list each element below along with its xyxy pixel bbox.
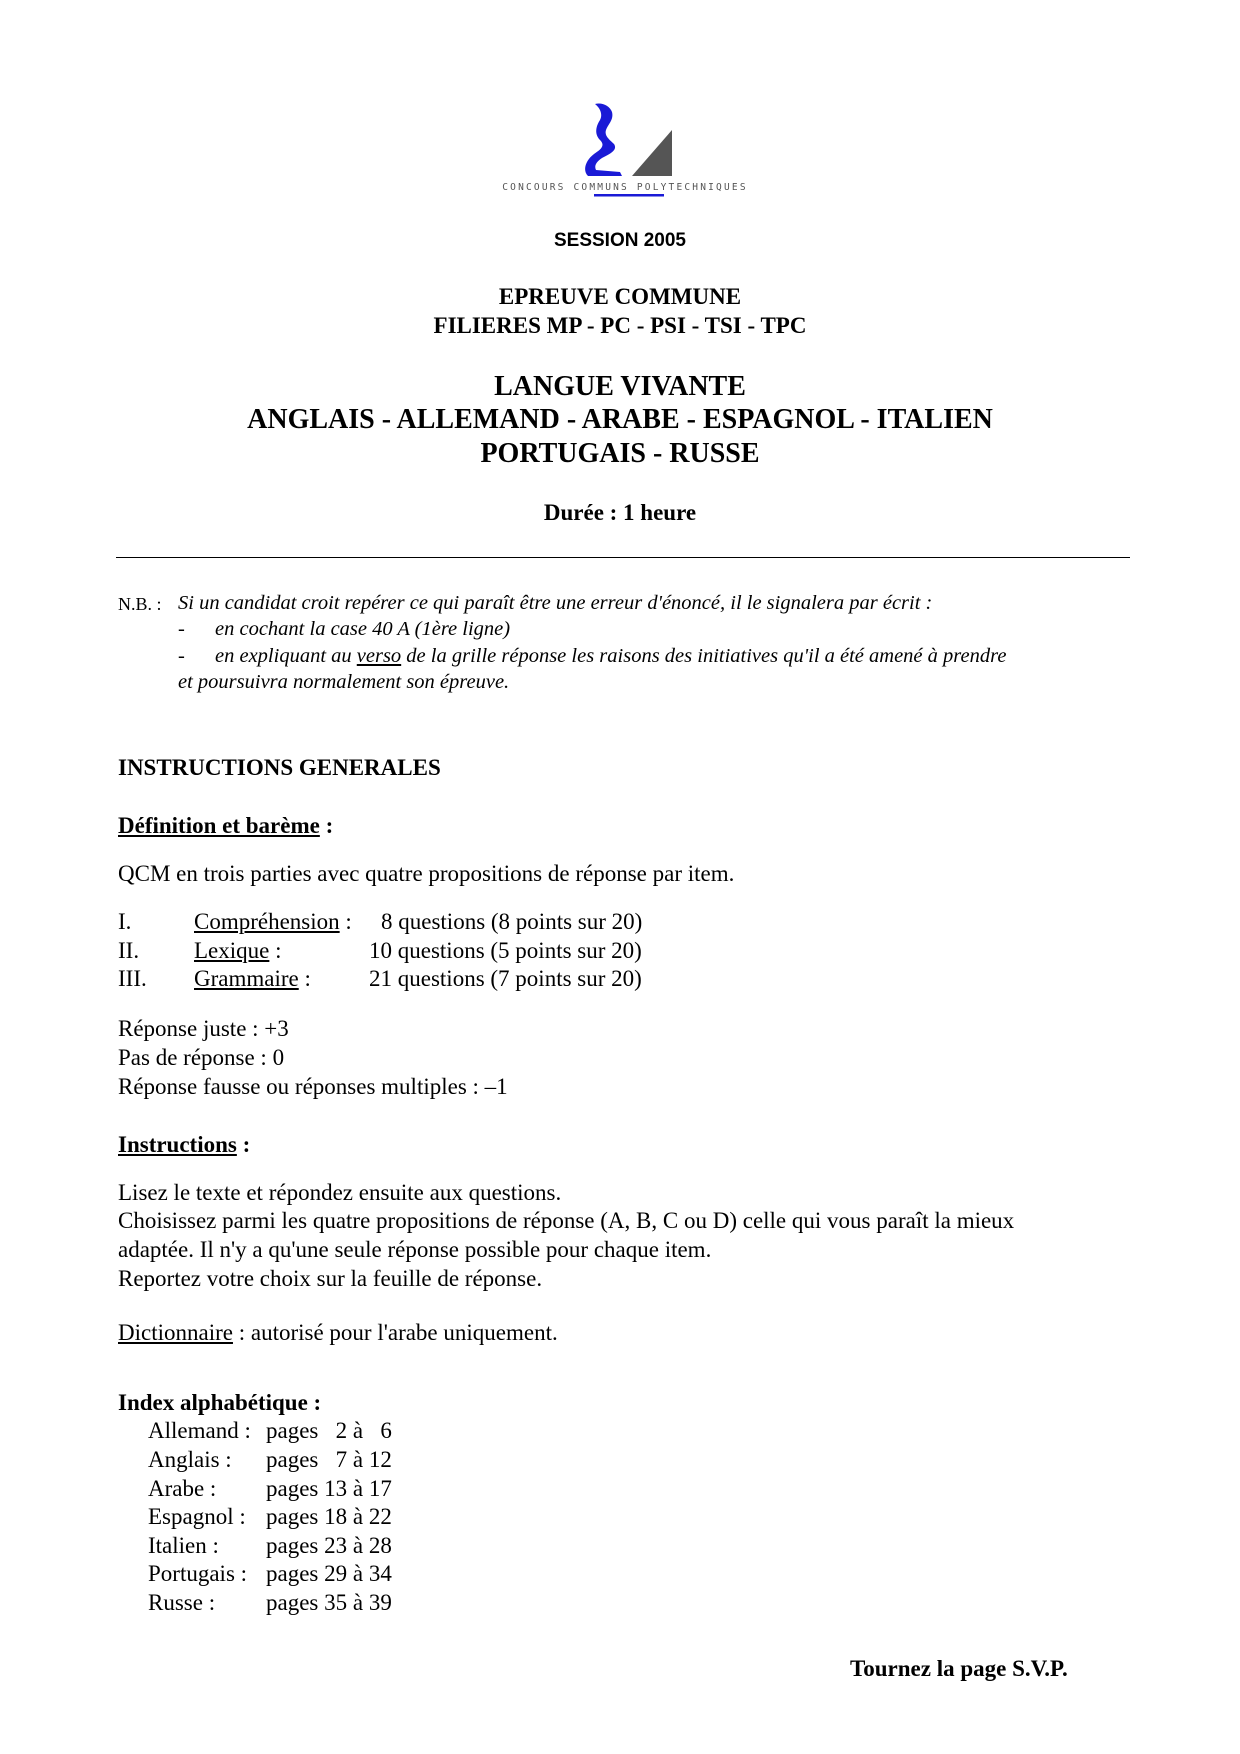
part-number: I.	[118, 909, 132, 934]
instructions-heading-text: Instructions	[118, 1132, 237, 1157]
header-divider	[116, 557, 1130, 558]
index-pages: pages 29 à 34	[266, 1561, 392, 1586]
part-name-text: Grammaire	[194, 966, 299, 991]
nb-dash: -	[178, 645, 185, 667]
qcm-description: QCM en trois parties avec quatre propositions de réponse par item.	[118, 861, 735, 886]
filieres-label: FILIERES MP - PC - PSI - TSI - TPC	[433, 313, 807, 338]
index-language: Russe :	[148, 1590, 216, 1615]
instruction-line: adaptée. Il n'y a qu'une seule réponse possible pour chaque item.	[118, 1237, 712, 1262]
turn-page-note: Tournez la page S.V.P.	[850, 1656, 1068, 1681]
instruction-line: Lisez le texte et répondez ensuite aux questions.	[118, 1180, 562, 1205]
dictionary-note	[118, 1320, 558, 1346]
languages-line-1: ANGLAIS - ALLEMAND - ARABE - ESPAGNOL - ITALIEN	[247, 404, 993, 435]
index-language: Espagnol :	[148, 1504, 246, 1529]
scoring-line: Pas de réponse : 0	[118, 1045, 285, 1070]
instruction-line: Reportez votre choix sur la feuille de réponse.	[118, 1266, 543, 1291]
scoring-line: Réponse juste : +3	[118, 1016, 289, 1041]
index-language: Italien :	[148, 1533, 219, 1558]
nb-item-2	[215, 645, 1006, 668]
index-pages: pages 7 à 12	[266, 1447, 392, 1472]
definition-heading-suffix: :	[319, 813, 334, 838]
instruction-line: Choisissez parmi les quatre propositions de réponse (A, B, C ou D) celle qui vous paraît la mieux	[118, 1208, 1015, 1233]
dictionary-text: : autorisé pour l'arabe uniquement.	[232, 1320, 558, 1345]
session-label: SESSION 2005	[553, 230, 687, 251]
nb-text: Si un candidat croit repérer ce qui paraît être une erreur d'énoncé, il le signalera par écrit :	[178, 592, 933, 614]
part-name	[194, 966, 311, 992]
nb-item-2-post: de la grille réponse les raisons des initiatives qu'il a été amené à prendre	[401, 645, 1007, 667]
part-name-text: Lexique	[194, 938, 270, 963]
languages-line-2: PORTUGAIS - RUSSE	[480, 438, 760, 469]
index-pages: pages 35 à 39	[266, 1590, 392, 1615]
nb-item-2-verso: verso	[356, 645, 402, 667]
index-pages: pages 2 à 6	[266, 1418, 392, 1443]
epreuve-label: EPREUVE COMMUNE	[498, 284, 742, 309]
part-name	[194, 909, 352, 935]
nb-item-2-pre: en expliquant au	[215, 645, 357, 667]
index-language: Allemand :	[148, 1418, 251, 1443]
part-name	[194, 938, 282, 964]
part-name-text: Compréhension	[194, 909, 340, 934]
index-pages: pages 23 à 28	[266, 1533, 392, 1558]
logo-swoosh	[585, 103, 622, 176]
index-language: Anglais :	[148, 1447, 232, 1472]
part-name-sep: :	[298, 966, 311, 991]
nb-item-3: et poursuivra normalement son épreuve.	[178, 671, 510, 693]
logo-text: CONCOURS COMMUNS POLYTECHNIQUES	[502, 182, 748, 193]
section-heading-instructions-generales: INSTRUCTIONS GENERALES	[118, 755, 441, 780]
index-pages: pages 13 à 17	[266, 1476, 392, 1501]
part-number: II.	[118, 938, 140, 963]
logo-triangle	[632, 130, 672, 176]
exam-title: LANGUE VIVANTE	[494, 371, 746, 402]
instructions-heading-suffix: :	[236, 1132, 251, 1157]
index-language: Portugais :	[148, 1561, 248, 1586]
part-name-sep: :	[339, 909, 352, 934]
index-language: Arabe :	[148, 1476, 217, 1501]
logo-underline	[594, 194, 664, 197]
section-heading-index: Index alphabétique :	[118, 1390, 322, 1415]
index-pages: pages 18 à 22	[266, 1504, 392, 1529]
nb-dash: -	[178, 618, 185, 640]
section-heading-instructions	[118, 1132, 250, 1158]
nb-label: N.B. :	[118, 594, 162, 614]
definition-heading-text: Définition et barème	[118, 813, 320, 838]
part-detail: 21 questions (7 points sur 20)	[369, 966, 642, 991]
duration-label: Durée : 1 heure	[543, 500, 697, 525]
scoring-line: Réponse fausse ou réponses multiples : –1	[118, 1074, 508, 1099]
section-heading-definition	[118, 813, 333, 839]
part-detail: 10 questions (5 points sur 20)	[369, 938, 642, 963]
part-detail: 8 questions (8 points sur 20)	[381, 909, 643, 934]
part-number: III.	[118, 966, 147, 991]
dictionary-label: Dictionnaire	[118, 1320, 233, 1345]
part-name-sep: :	[269, 938, 282, 963]
nb-item-1: en cochant la case 40 A (1ère ligne)	[215, 618, 511, 640]
